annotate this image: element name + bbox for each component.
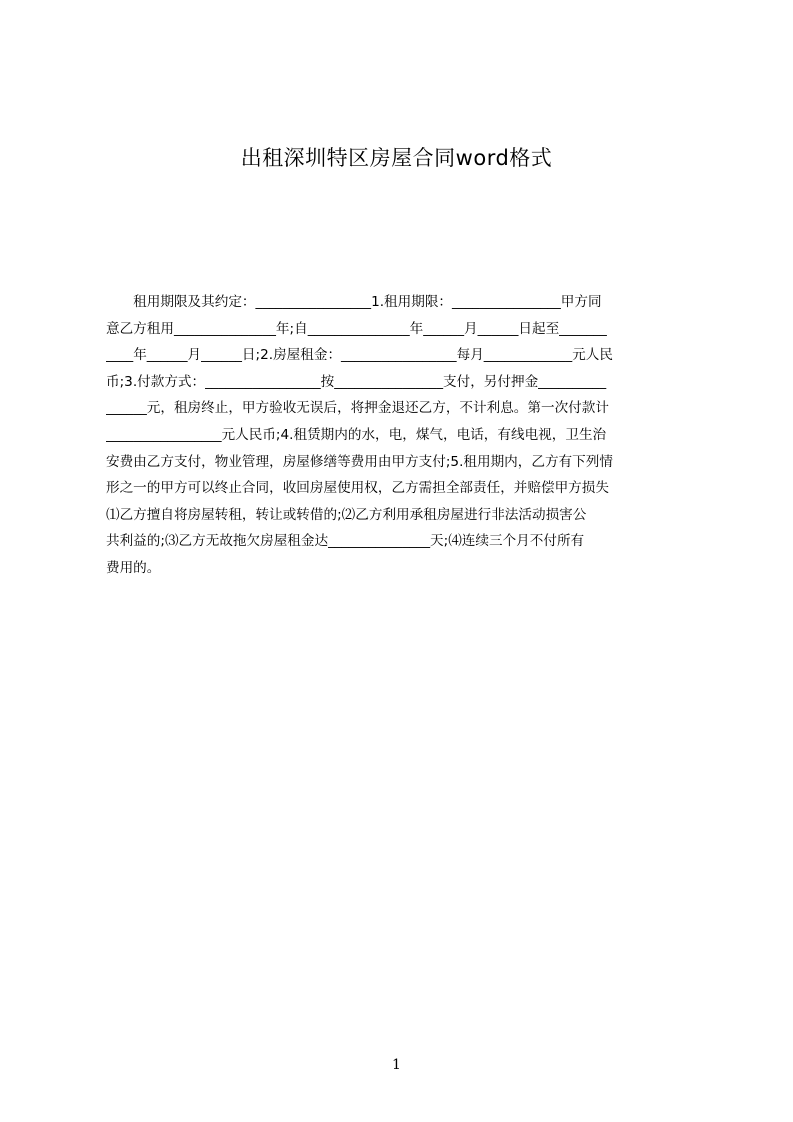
contract-body xyxy=(106,289,698,582)
body-line: ______元，租房终止，甲方验收无误后，将押金退还乙方，不计利息。第一次付款计 xyxy=(106,400,609,417)
body-line: _________________元人民币;4.租赁期内的水，电，煤气，电话，有线电视，卫生治 xyxy=(106,426,607,443)
document-title: 出租深圳特区房屋合同word格式 xyxy=(240,146,553,170)
body-line: 币;3.付款方式：_________________按________________支付，另付押金__________ xyxy=(106,373,607,390)
body-line: 费用的。 xyxy=(106,559,161,576)
body-line: 安费由乙方支付，物业管理，房屋修缮等费用由甲方支付;5.租用期内，乙方有下列情 xyxy=(106,453,613,470)
body-line: ⑴乙方擅自将房屋转租，转让或转借的;⑵乙方利用承租房屋进行非法活动损害公 xyxy=(106,506,587,523)
body-line: ____年______月______日;2.房屋租金：_________________每月_____________元人民 xyxy=(106,347,613,364)
body-line: 形之一的甲方可以终止合同，收回房屋使用权，乙方需担全部责任，并赔偿甲方损失 xyxy=(106,480,609,497)
page-number: 1 xyxy=(392,1057,401,1073)
body-line: 租用期限及其约定：_________________1.租用期限：________________甲方同 xyxy=(106,294,602,310)
body-line: 意乙方租用_______________年;自_______________年______月______日起至_______ xyxy=(106,320,607,337)
body-line: 共利益的;⑶乙方无故拖欠房屋租金达_______________天;⑷连续三个月不付所有 xyxy=(106,533,585,550)
